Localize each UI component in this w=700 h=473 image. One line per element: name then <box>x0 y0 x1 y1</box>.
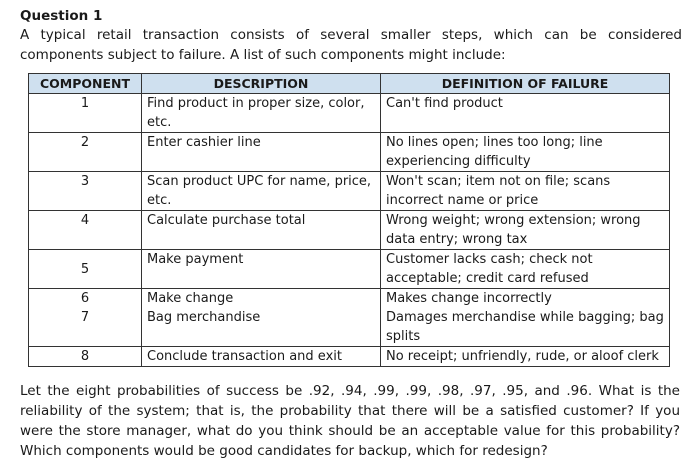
question-outro: Let the eight probabilities of success be .92, .94, .99, .99, .98, .97, .95, and .96. What is the reliability of the system; that is, the probability that there will be a satisfied customer? If you were the store manager, what do you think should be an acceptable value for this probability? Which components would be good candidates for backup, which for redesign? <box>20 383 680 459</box>
header-failure: DEFINITION OF FAILURE <box>381 74 670 94</box>
component-description: Scan product UPC for name, price, etc. <box>142 172 381 211</box>
failure-definition: Customer lacks cash; check not acceptable; credit card refused <box>381 250 670 289</box>
component-number: 3 <box>29 172 142 211</box>
table-row <box>29 211 670 250</box>
table-row <box>29 94 670 133</box>
header-description: DESCRIPTION <box>142 74 381 94</box>
component-description: Bag merchandise <box>142 308 381 347</box>
table-row <box>29 133 670 172</box>
header-component: COMPONENT <box>29 74 142 94</box>
component-description: Make change <box>142 289 381 309</box>
component-description: Enter cashier line <box>142 133 381 172</box>
question-title: Question 1 <box>20 8 103 24</box>
failure-definition: Won't scan; item not on file; scans incorrect name or price <box>381 172 670 211</box>
failure-definition: Makes change incorrectly <box>381 289 670 309</box>
table-row <box>29 172 670 211</box>
components-table <box>28 73 670 367</box>
table-row <box>29 289 670 309</box>
table-row <box>29 250 670 289</box>
failure-definition: Damages merchandise while bagging; bag splits <box>381 308 670 347</box>
component-number: 2 <box>29 133 142 172</box>
failure-definition: No receipt; unfriendly, rude, or aloof clerk <box>381 347 670 367</box>
question-intro: A typical retail transaction consists of several smaller steps, which can be considered components subject to failure. A list of such components might include: <box>20 27 682 63</box>
component-number: 5 <box>29 250 142 289</box>
component-description: Make payment <box>142 250 381 289</box>
component-number: 8 <box>29 347 142 367</box>
component-description: Conclude transaction and exit <box>142 347 381 367</box>
component-description: Calculate purchase total <box>142 211 381 250</box>
failure-definition: No lines open; lines too long; line experiencing difficulty <box>381 133 670 172</box>
table-row <box>29 347 670 367</box>
table-row <box>29 308 670 347</box>
failure-definition: Wrong weight; wrong extension; wrong data entry; wrong tax <box>381 211 670 250</box>
component-number: 6 <box>29 289 142 309</box>
component-number: 1 <box>29 94 142 133</box>
table-header-row <box>29 74 670 94</box>
component-number: 4 <box>29 211 142 250</box>
component-description: Find product in proper size, color, etc. <box>142 94 381 133</box>
failure-definition: Can't find product <box>381 94 670 133</box>
component-number: 7 <box>29 308 142 347</box>
